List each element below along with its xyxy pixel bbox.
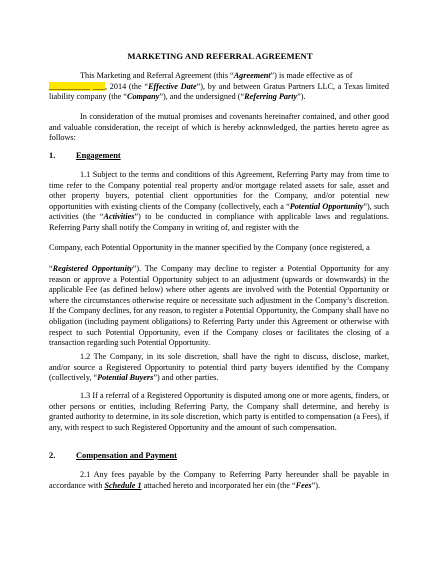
- consideration-paragraph: In consideration of the mutual promises and covenants hereinafter contained, and other good and valuable consideration, the receipt of which is hereby acknowledged, the parties hereto agree as follows:: [49, 112, 389, 143]
- fees-defined-term: Fees: [295, 480, 312, 490]
- registered-opportunity-defined-term: Registered Opportunity: [52, 264, 133, 273]
- intro-paragraph: [49, 71, 389, 103]
- effective-date-defined-term: Effective Date: [148, 81, 197, 91]
- paragraph-1-1-registered: [49, 264, 389, 349]
- section-1-label: Engagement: [76, 151, 121, 160]
- p11-text-d: Company, each Potential Opportunity in the manner specified by the Company (once registered, a: [49, 243, 370, 252]
- effective-date-blank[interactable]: __________ ___: [49, 81, 105, 91]
- p11-text-a: 1.1 Subject to the terms and conditions of this Agreement, Referring Party may from time to time refer to the Company potential real property and/or mortgage related assets for sale, asset and other property buyers, potential client opportunities for the Company, and/or potential new opportunities with existing clients of the Company (collectively, each a “: [49, 170, 389, 211]
- paragraph-1-3: 1.3 If a referral of a Registered Opportunity is disputed among one or more agents, finders, or other persons or entities, including Referring Party, the Company shall determine, and hereby is granted authority to determine, in its sole discretion, which party is entitled to compensation (a Fees), if any, with respect to such Registered Opportunity and the amount of such compensation.: [49, 391, 389, 432]
- intro-text-e: ”), and the undersigned (“: [159, 92, 245, 102]
- section-1-number: 1.: [49, 151, 56, 160]
- p12-text-b: ”) and other parties.: [153, 373, 219, 383]
- p11-text-c: ”) to be conducted in compliance with applicable laws and regulations. Referring Party shall notify the Company in writing of, and register with the: [49, 212, 389, 232]
- referring-party-defined-term: Referring Party: [244, 92, 298, 102]
- p11-text-f: ”). The Company may decline to register a Potential Opportunity for any reason or approve a Potential Opportunity subject to an adjustment (upwards or downwards) in the applicable Fee (as defined below) where other agents are involved with the Potential Opportunity or where the circumstances otherwise require or necessitate such adjustment in the Company’s discretion. If the Company declines, for any reason, to register a Potential Opportunity, the Company shall have no obligation (including payment obligations) to Referring Party under this Agreement or otherwise with respect to such Potential Opportunity, even if the Company closes or facilitates the closing of a transaction regarding such Potential Opportunity.: [49, 264, 390, 348]
- intro-text-d: ”), by and between Gratus Partners LLC, a Texas limited liability company (the “: [49, 81, 389, 102]
- section-1-heading: [49, 151, 121, 160]
- intro-text-a: This Marketing and Referral Agreement (this “: [80, 71, 234, 80]
- company-defined-term: Company: [127, 92, 160, 102]
- section-2-label: Compensation and Payment: [76, 451, 177, 460]
- paragraph-1-1: [49, 170, 389, 234]
- paragraph-1-2: [49, 352, 389, 384]
- section-2-heading: [49, 451, 177, 460]
- document-title: MARKETING AND REFERRAL AGREEMENT: [127, 51, 313, 61]
- p11-text-e: “: [49, 264, 53, 273]
- p21-text-c: ”).: [311, 480, 321, 490]
- section-2-number: 2.: [49, 451, 56, 460]
- schedule-1-reference[interactable]: Schedule 1: [104, 480, 142, 490]
- potential-buyers-defined-term: Potential Buyers: [97, 373, 154, 383]
- p12-text-a: 1.2 The Company, in its sole discretion, shall have the right to discuss, disclose, market, and/or source a Registered Opportunity to potential third party buyers identified by the Company (collectively, “: [49, 352, 389, 383]
- intro-text-c: , 2014 (the “: [104, 81, 149, 91]
- agreement-defined-term: Agreement: [233, 71, 271, 80]
- potential-opportunity-defined-term: Potential Opportunity: [289, 201, 364, 211]
- p11-text-b: ”), such activities (the “: [49, 201, 390, 222]
- intro-text-f: ”).: [297, 92, 306, 102]
- p21-text-b: attached hereto and incorporated her ein (the “: [143, 480, 296, 490]
- paragraph-1-1-cont: [49, 243, 389, 254]
- paragraph-2-1: [49, 470, 389, 491]
- intro-text-b: ”) is made effective as of: [270, 71, 353, 80]
- p21-text-a: 2.1 Any fees payable by the Company to Referring Party hereunder shall be payable in accordance with: [49, 470, 389, 490]
- activities-defined-term: Activities: [103, 212, 135, 222]
